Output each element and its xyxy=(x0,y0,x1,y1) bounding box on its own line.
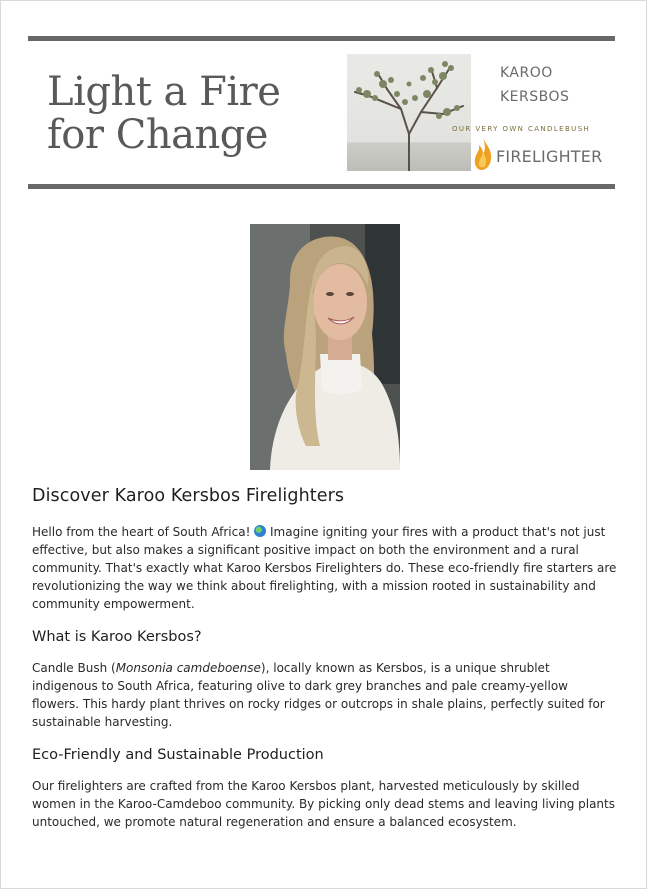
species-name: Monsonia camdeboense xyxy=(115,661,261,675)
brand-tagline: OUR VERY OWN CANDLEBUSH xyxy=(452,125,591,133)
intro-paragraph xyxy=(32,523,617,613)
brand-line-2: KERSBOS xyxy=(500,89,570,105)
globe-icon xyxy=(254,525,266,537)
section-heading-production: Eco-Friendly and Sustainable Production xyxy=(32,747,324,763)
portrait-photo xyxy=(250,224,400,470)
product-name: FIRELIGHTER xyxy=(496,147,603,166)
candlebush-plant-image xyxy=(347,54,471,171)
what-is-text-start: Candle Bush ( xyxy=(32,661,116,675)
intro-text-rest: Imagine igniting your fires with a product that's not just effective, but also makes a significant positive impact on both the environment and a rural community. That's exactly what Karoo Kersbos Firelighters do. These eco-friendly fire starters are revolutionizing the way we think about firelighting, with a mission rooted in sustainability and community empowerment. xyxy=(32,525,617,611)
brand-line-1: KAROO xyxy=(500,65,553,81)
section-heading-what-is: What is Karoo Kersbos? xyxy=(32,629,202,645)
production-paragraph: Our firelighters are crafted from the Karoo Kersbos plant, harvested meticulously by skilled women in the Karoo-Camdeboo community. By picking only dead stems and leaving living plants untouched, we promote natural regeneration and ensure a balanced ecosystem. xyxy=(32,779,615,829)
brand-name xyxy=(500,61,600,109)
top-divider xyxy=(28,36,615,41)
page-title: Light a Fire for Change xyxy=(47,69,281,158)
what-is-paragraph xyxy=(32,659,617,731)
bottom-divider xyxy=(28,184,615,189)
what-is-text-end: ), locally known as Kersbos, is a unique shrublet indigenous to South Africa, featuring olive to dark grey branches and pale creamy-yellow flowers. This hardy plant thrives on rocky ridges or outcrops in shale plains, perfectly suited for sustainable harvesting. xyxy=(32,661,605,729)
section-heading-intro: Discover Karoo Kersbos Firelighters xyxy=(32,486,345,506)
flame-icon xyxy=(473,137,493,171)
intro-text-start: Hello from the heart of South Africa! xyxy=(32,525,255,539)
article-content xyxy=(32,483,617,844)
